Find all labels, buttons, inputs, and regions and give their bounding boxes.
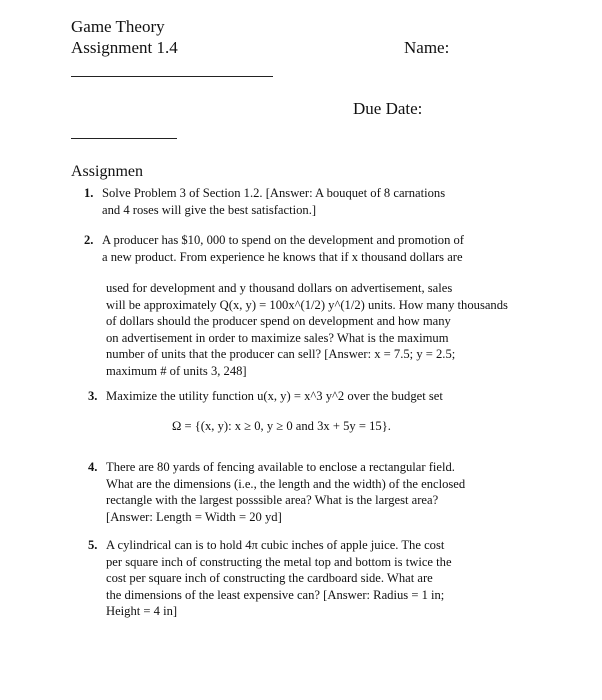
problem-line: Solve Problem 3 of Section 1.2. [Answer: A bouquet of 8 carnations (102, 186, 446, 200)
problem-line: cost per square inch of constructing the cardboard side. What are (106, 571, 433, 585)
problem-line: per square inch of constructing the metal top and bottom is twice the (106, 554, 452, 569)
problem-number: 5. (88, 538, 98, 552)
name-line (71, 76, 273, 77)
course-title: Game Theory (71, 17, 165, 36)
problem-line: What are the dimensions (i.e., the length and the width) of the enclosed (106, 476, 466, 491)
problem-line: rectangle with the largest posssible area? What is the largest area? (106, 493, 439, 507)
problem-number: 1. (84, 186, 94, 200)
problem-line: A producer has $10, 000 to spend on the development and promotion of (102, 233, 465, 247)
assignment-title: Assignment 1.4 (71, 38, 178, 57)
section-title: Assignmen (71, 163, 143, 180)
problem-number: 4. (88, 460, 98, 474)
problem-line: and 4 roses will give the best satisfaction.] (102, 202, 317, 217)
name-label: Name: (404, 38, 450, 57)
problem-line: Height = 4 in] (106, 604, 178, 618)
problem-line: the dimensions of the least expensive can? [Answer: Radius = 1 in; (106, 587, 445, 602)
due-date-line (71, 138, 177, 139)
problem-line: a new product. From experience he knows that if x thousand dollars are (102, 249, 463, 264)
problem-line: [Answer: Length = Width = 20 yd] (106, 509, 282, 524)
problem-line: A cylindrical can is to hold 4π cubic inches of apple juice. The cost (106, 538, 445, 552)
problem-line: There are 80 yards of fencing available to enclose a rectangular field. (106, 460, 455, 474)
problem-line: of dollars should the producer spend on development and how many (106, 314, 451, 328)
problem-number: 3. (88, 389, 98, 403)
problem-line: used for development and y thousand dollars on advertisement, sales (106, 281, 453, 295)
problem-number: 2. (84, 233, 94, 247)
problem-line: on advertisement in order to maximize sales? What is the maximum (106, 330, 449, 345)
problem-line: Maximize the utility function u(x, y) = x^3 y^2 over the budget set (106, 389, 443, 403)
problem-line: will be approximately Q(x, y) = 100x^(1/2) y^(1/2) units. How many thousands (106, 297, 508, 312)
budget-set-formula: Ω = {(x, y): x ≥ 0, y ≥ 0 and 3x + 5y = 15}. (172, 419, 391, 433)
problem-line: number of units that the producer can sell? [Answer: x = 7.5; y = 2.5; (106, 347, 456, 361)
problem-line: maximum # of units 3, 248] (106, 363, 247, 378)
due-date-label: Due Date: (353, 99, 423, 118)
